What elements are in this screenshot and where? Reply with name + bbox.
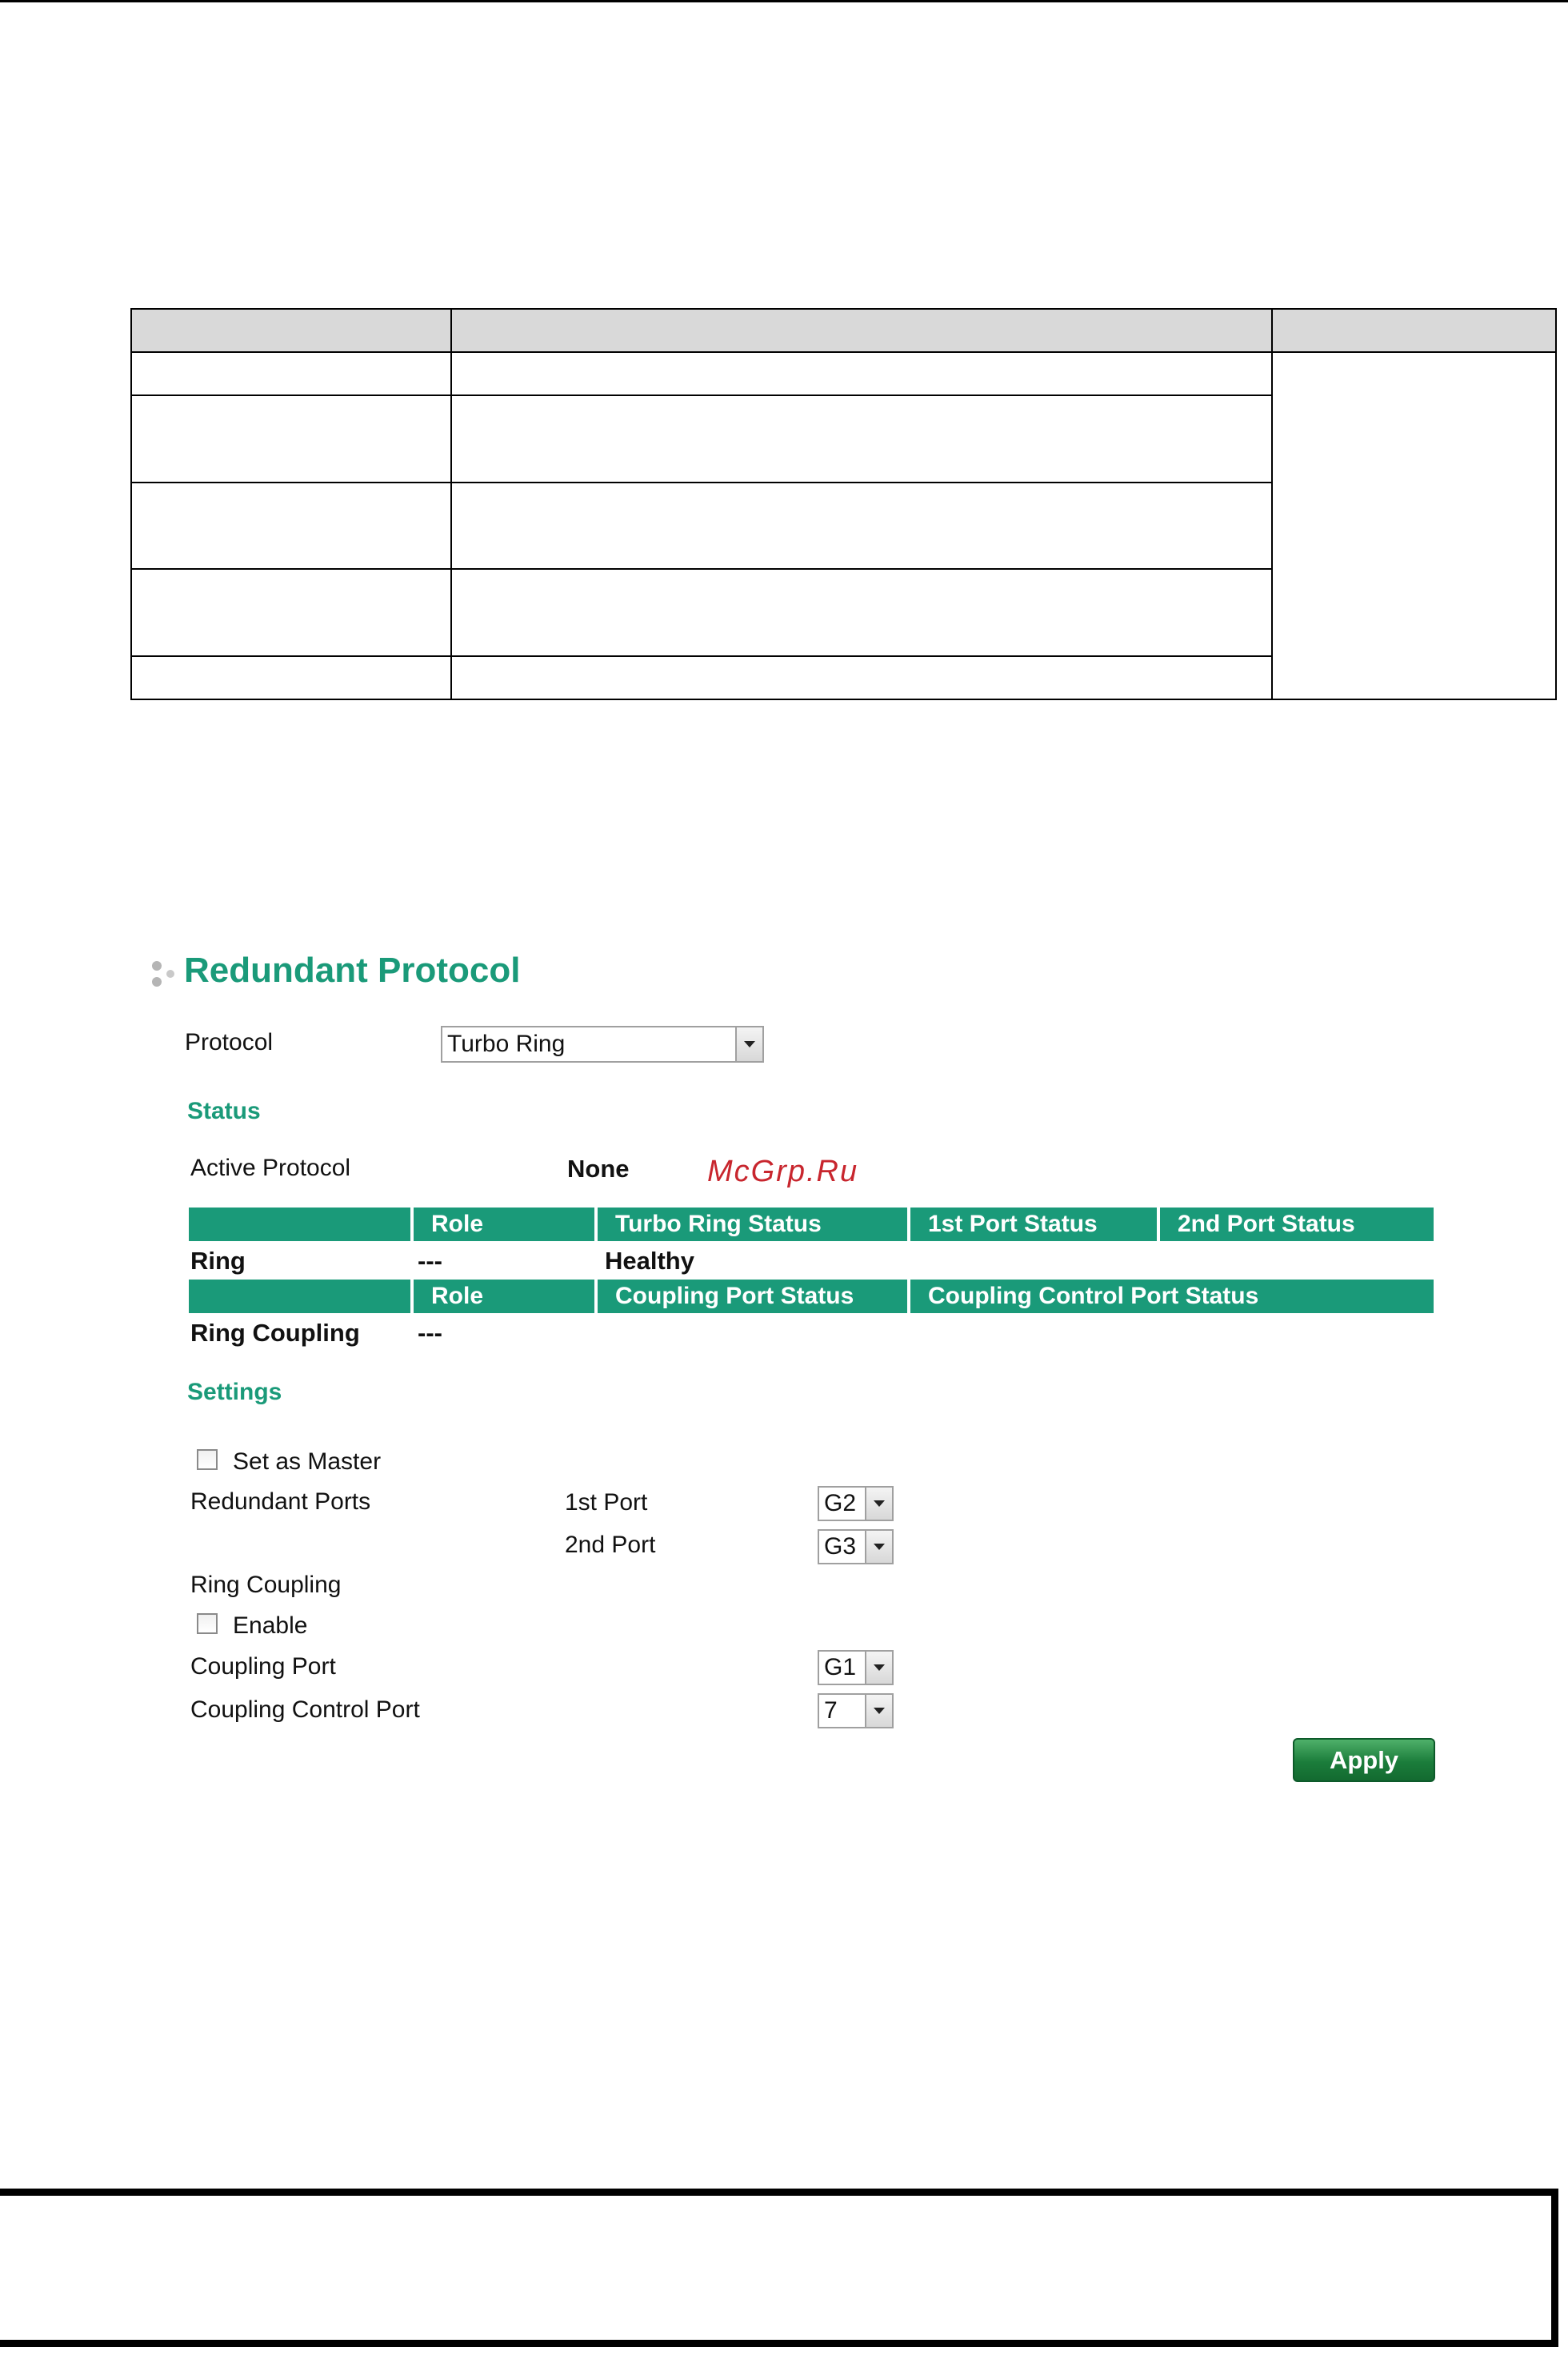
table-cell bbox=[131, 395, 451, 482]
ring-row-label: Ring bbox=[190, 1247, 246, 1275]
table-header-cell bbox=[451, 309, 1272, 352]
ring-header-role: Role bbox=[414, 1208, 594, 1241]
coupling-header-port-status: Coupling Port Status bbox=[598, 1280, 907, 1313]
page-top-rule bbox=[0, 0, 1568, 2]
coupling-control-port-select-value: 7 bbox=[824, 1697, 838, 1724]
coupling-header-control-port-status: Coupling Control Port Status bbox=[910, 1280, 1434, 1313]
ring-header-turbo-ring-status: Turbo Ring Status bbox=[598, 1208, 907, 1241]
turbo-ring-status-value: Healthy bbox=[605, 1247, 694, 1275]
table-cell bbox=[131, 352, 451, 395]
table-merged-cell bbox=[1272, 352, 1556, 699]
ring-role-value: --- bbox=[418, 1247, 442, 1275]
ring-coupling-label: Ring Coupling bbox=[190, 1572, 342, 1598]
chevron-down-icon[interactable] bbox=[865, 1488, 892, 1520]
document-table bbox=[130, 308, 1557, 700]
coupling-table-header bbox=[189, 1280, 1434, 1313]
page-title: Redundant Protocol bbox=[184, 951, 521, 990]
table-cell bbox=[451, 569, 1272, 655]
ring-header-2nd-port-status: 2nd Port Status bbox=[1160, 1208, 1434, 1241]
enable-label: Enable bbox=[233, 1612, 308, 1639]
active-protocol-label: Active Protocol bbox=[190, 1155, 351, 1181]
protocol-select[interactable] bbox=[441, 1026, 764, 1063]
coupling-control-port-label: Coupling Control Port bbox=[190, 1696, 420, 1723]
chevron-down-icon[interactable] bbox=[735, 1027, 762, 1061]
coupling-port-label: Coupling Port bbox=[190, 1653, 336, 1680]
set-as-master-label: Set as Master bbox=[233, 1448, 382, 1475]
apply-button[interactable]: Apply bbox=[1293, 1738, 1435, 1782]
second-port-select[interactable] bbox=[818, 1529, 894, 1564]
table-header-cell bbox=[131, 309, 451, 352]
ring-header-1st-port-status: 1st Port Status bbox=[910, 1208, 1157, 1241]
coupling-control-port-select[interactable] bbox=[818, 1693, 894, 1728]
coupling-header-role: Role bbox=[414, 1280, 594, 1313]
table-cell bbox=[131, 656, 451, 699]
watermark: McGrp.Ru bbox=[707, 1155, 859, 1188]
chevron-down-icon[interactable] bbox=[865, 1695, 892, 1727]
table-header-cell bbox=[1272, 309, 1556, 352]
redundant-ports-label: Redundant Ports bbox=[190, 1488, 371, 1515]
active-protocol-value: None bbox=[567, 1155, 630, 1183]
chevron-down-icon[interactable] bbox=[865, 1531, 892, 1563]
coupling-port-select[interactable] bbox=[818, 1650, 894, 1685]
table-cell bbox=[451, 395, 1272, 482]
second-port-select-value: G3 bbox=[824, 1533, 857, 1560]
table-cell bbox=[451, 656, 1272, 699]
ring-coupling-role-value: --- bbox=[418, 1319, 442, 1347]
protocol-label: Protocol bbox=[185, 1029, 274, 1055]
first-port-select-value: G2 bbox=[824, 1490, 857, 1516]
table-cell bbox=[131, 483, 451, 569]
table-cell bbox=[131, 569, 451, 655]
enable-coupling-checkbox[interactable] bbox=[197, 1613, 218, 1634]
chevron-down-icon[interactable] bbox=[865, 1652, 892, 1684]
table-cell bbox=[451, 352, 1272, 395]
ring-header-blank bbox=[189, 1208, 410, 1241]
coupling-header-blank bbox=[189, 1280, 410, 1313]
ring-coupling-row-label: Ring Coupling bbox=[190, 1319, 360, 1347]
ring-table-header bbox=[189, 1208, 1434, 1241]
first-port-select[interactable] bbox=[818, 1486, 894, 1521]
set-as-master-checkbox[interactable] bbox=[197, 1449, 218, 1470]
title-dots-icon bbox=[149, 959, 181, 991]
second-port-label: 2nd Port bbox=[565, 1532, 656, 1558]
first-port-label: 1st Port bbox=[565, 1489, 648, 1516]
coupling-port-select-value: G1 bbox=[824, 1654, 857, 1680]
protocol-select-value: Turbo Ring bbox=[447, 1031, 566, 1057]
settings-heading: Settings bbox=[187, 1379, 282, 1405]
page-footer-box bbox=[0, 2189, 1558, 2347]
status-heading: Status bbox=[187, 1098, 261, 1124]
table-cell bbox=[451, 483, 1272, 569]
